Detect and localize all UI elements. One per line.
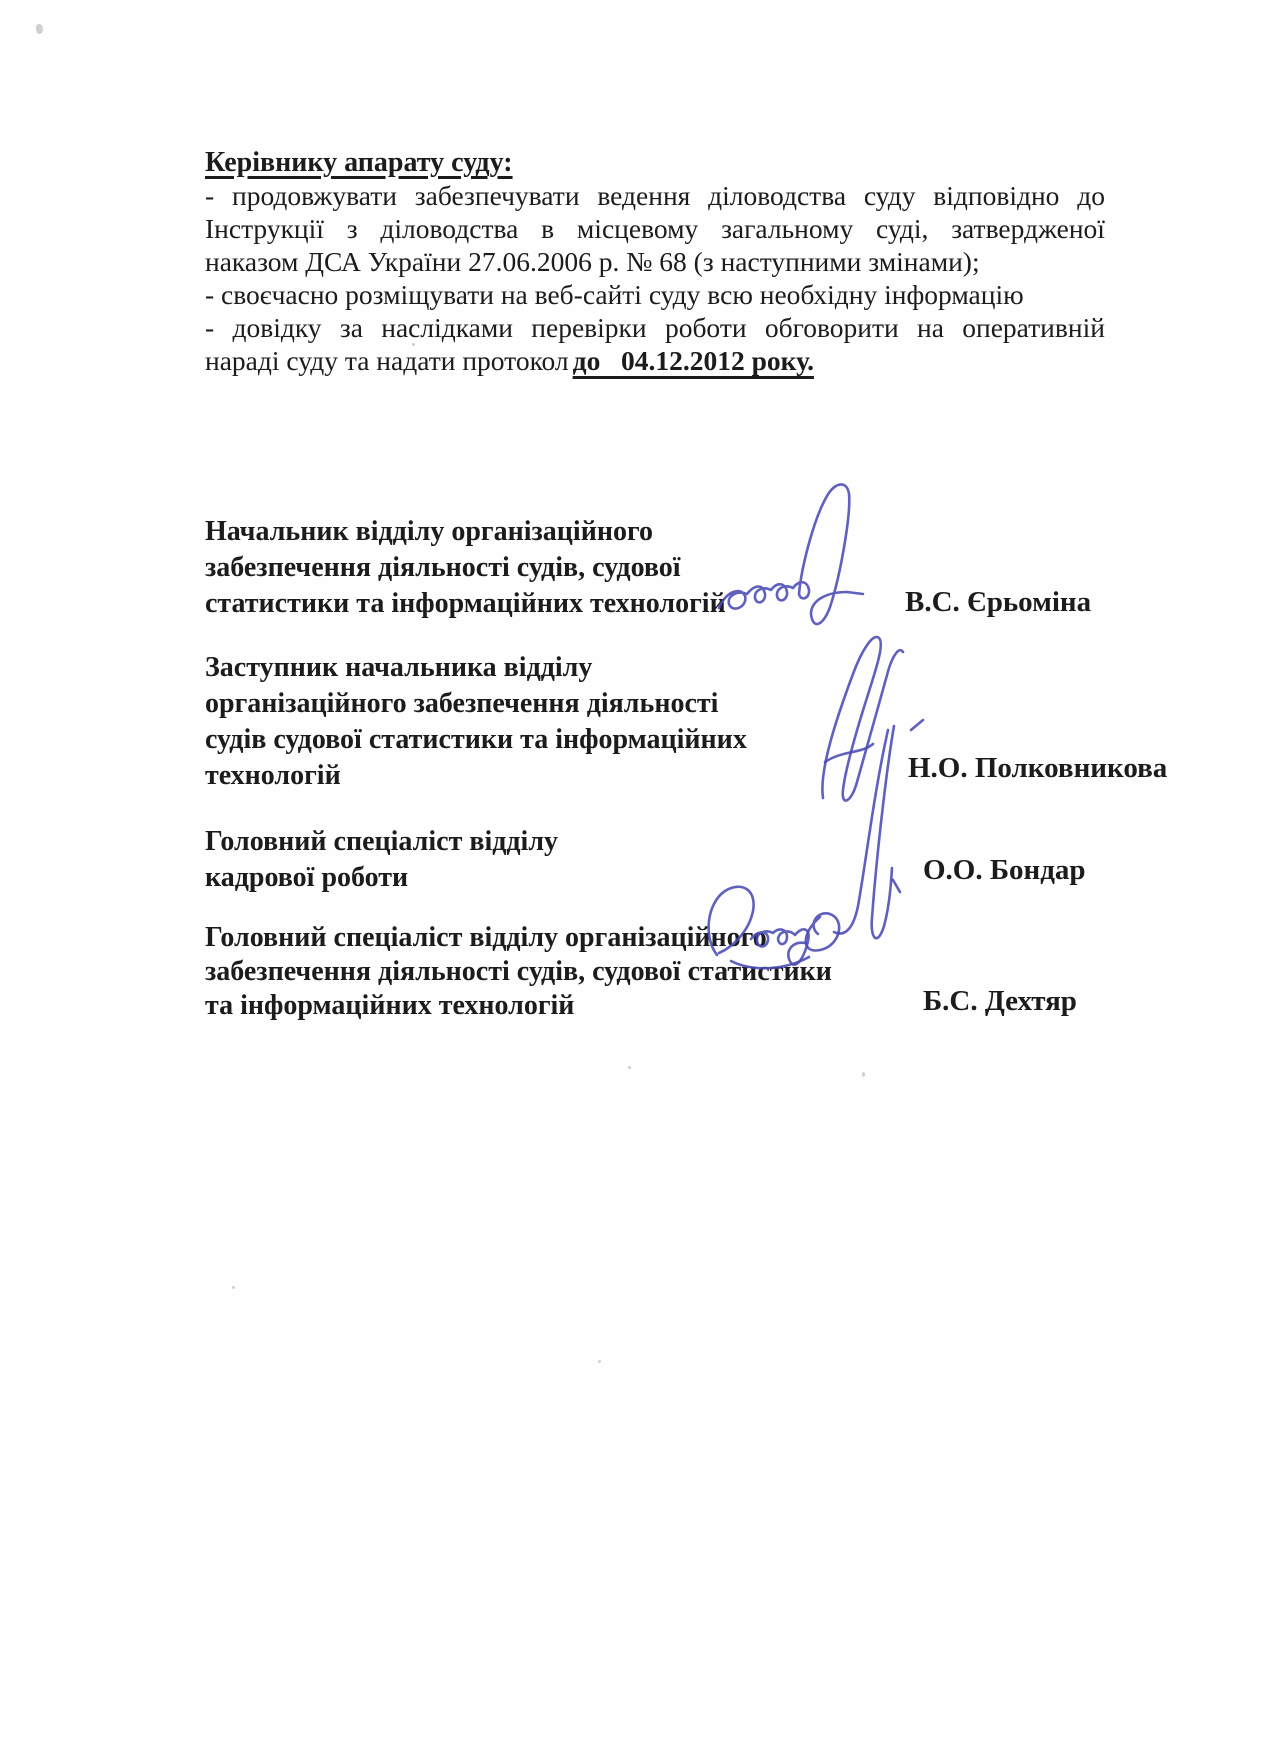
paragraph-line-5: - довідку за наслідками перевірки роботи обговорити на оперативній bbox=[205, 312, 1105, 343]
signatory-name-2: Н.О. Полковникова bbox=[908, 752, 1168, 784]
signatory-name-1: В.С. Єрьоміна bbox=[905, 586, 1092, 618]
signatory-title-3: Головний спеціаліст відділу кадрової роботи bbox=[205, 826, 559, 893]
scan-speck bbox=[598, 1360, 601, 1363]
paragraph-line-2: Інструкції з діловодства в місцевому загальному суді, затвердженої bbox=[205, 213, 1105, 244]
signatory-title-1: Начальник відділу організаційного забезпечення діяльності судів, судової статистики та інформаційних технологій bbox=[205, 516, 726, 619]
paragraph-line-3: наказом ДСА України 27.06.2006 р. № 68 (з наступними змінами); bbox=[205, 246, 980, 277]
paragraph-line-4: - своєчасно розміщувати на веб-сайті суду всю необхідну інформацію bbox=[205, 279, 1024, 310]
scan-speck bbox=[862, 1072, 865, 1077]
signatory-name-3: О.О. Бондар bbox=[923, 854, 1086, 886]
deadline-line bbox=[205, 344, 1105, 377]
paragraph-line-1: - продовжувати забезпечувати ведення діловодства суду відповідно до bbox=[205, 180, 1105, 211]
deadline-prefix: нараді суду та надати протокол bbox=[205, 345, 569, 376]
signatory-title-4: Головний спеціаліст відділу організаційного забезпечення діяльності судів, судової статистики та інформаційних технологій bbox=[205, 922, 832, 1021]
deadline-date: до 04.12.2012 року. bbox=[572, 345, 814, 376]
resolution-text bbox=[205, 146, 1105, 377]
signatory-name-4: Б.С. Дехтяр bbox=[923, 985, 1077, 1017]
signatory-title-2: Заступник начальника відділу організаційного забезпечення діяльності судів судової статистики та інформаційних технологій bbox=[205, 652, 747, 791]
scan-speck bbox=[36, 24, 43, 34]
section-heading: Керівнику апарату суду: bbox=[205, 147, 513, 178]
scan-speck bbox=[232, 1286, 235, 1289]
signature-yeromina bbox=[705, 480, 920, 645]
scan-speck bbox=[628, 1066, 631, 1069]
